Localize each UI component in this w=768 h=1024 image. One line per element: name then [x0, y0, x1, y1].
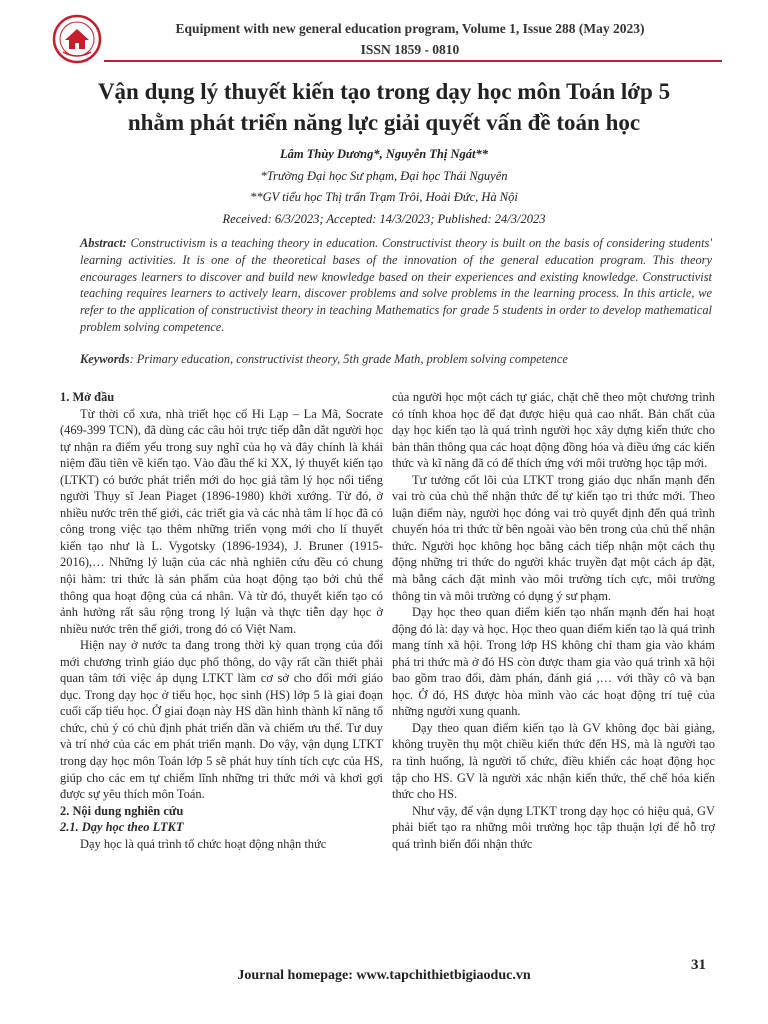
- keywords: [80, 352, 712, 367]
- journal-line: Equipment with new general education program, Volume 1, Issue 288 (May 2023): [175, 21, 645, 36]
- journal-header: [110, 18, 710, 60]
- dates: Received: 6/3/2023; Accepted: 14/3/2023; Published: 24/3/2023: [222, 211, 546, 226]
- paragraph: Như vậy, để vận dụng LTKT trong dạy học có hiệu quả, GV phải biết tạo ra những môi trường học tập thuận lợi để hỗ trợ quá trình biến đổi nhận thức: [392, 803, 715, 851]
- keywords-text: : Primary education, constructivist theory, 5th grade Math, problem solving competence: [129, 352, 568, 366]
- article-title: [40, 76, 728, 138]
- paragraph: Hiện nay ở nước ta đang trong thời kỳ quan trọng của đổi mới chương trình giáo dục phổ thông, do vậy rất cần thiết phải quan tâm tới việc áp dụng LTKT làm cơ sở cho đổi mới giáo dục. Trong dạy học ở tiểu học, học sinh (HS) lớp 5 là giai đoạn cuối cấp tiểu học. Ở giai đoạn này HS dần hình thành kĩ năng tổ chức, chủ ý có chủ định phát triển dần và chiếm ưu thế. Tư duy và trí nhớ của các em phát triển mạnh. Do vậy, vận dụng LTKT trong dạy học môn Toán lớp 5 sẽ phát huy tính tích cực của HS, giúp cho các em tự chiếm lĩnh những tri thức mới và khơi gợi được sự yêu thích môn Toán.: [60, 638, 383, 802]
- right-column: [392, 389, 715, 852]
- abstract: [80, 235, 712, 336]
- paragraph: Dạy học theo quan điểm kiến tạo nhấn mạnh đến hai hoạt động đó là: dạy và học. Học theo quan điểm kiến tạo là quá trình mang tính xã hội. Trong lớp HS không chỉ tham gia vào khám phá tri thức mà ở đó HS còn được tham gia vào quá trình xã hội bao gồm trao đổi, đàm phán, đánh giá ,… với thầy cô và bạn học. Ở đó, HS được hòa mình vào các hoạt động trí tuệ của những người xung quanh.: [392, 605, 715, 719]
- abstract-label: Abstract:: [80, 236, 127, 250]
- left-column: [60, 389, 383, 852]
- paragraph: Tư tưởng cốt lõi của LTKT trong giáo dục nhấn mạnh đến vai trò của chủ thể nhận thức để tự kiến tạo tri thức mới. Theo luận điểm này, người học đóng vai trò quyết định đến quá trình chuyển hóa tri thức từ bên ngoài vào bên trong của chủ thể nhận thức. Người học không học bằng cách tiếp nhận một cách thụ động những tri thức do người khác truyền đạt một cách áp đặt, mà bằng cách đặt mình vào môi trường tích cực, môi trường thông tin và môi trường có dụng ý sư phạm.: [392, 472, 715, 603]
- header-rule: [104, 60, 722, 62]
- abstract-text: Constructivism is a teaching theory in education. Constructivist theory is built on the basis of considering students' learning activities. It is one of the theoretical bases of the innovation of the general education program. This theory encourages learners to discover and build new knowledge based on their experiences and existing knowledge. Constructivist teaching requires learners to actively learn, discover problems and solve problems in the learning process. In this article, we refer to the application of constructivist theory in teaching Mathematics for grade 5 students in order to develop mathematical problem solving competence.: [80, 236, 712, 334]
- section-heading-content: 2. Nội dung nghiên cứu: [60, 803, 184, 818]
- title-line-1: Vận dụng lý thuyết kiến tạo trong dạy học môn Toán lớp 5: [97, 79, 671, 104]
- paragraph: Từ thời cổ xưa, nhà triết học cổ Hi Lạp – La Mã, Socrate (469-399 TCN), đã dùng các câu hỏi trực tiếp dẫn dắt người học tự nhận ra điểm yếu trong suy nghĩ của họ và đây chính là khái niệm đầu tiên về kiến tạo. Vào đầu thế kỉ XX, lý thuyết kiến tạo (LTKT) có bước phát triển mới do học giả tâm lý học nổi tiếng người Thụy sĩ Jean Piaget (1896-1980) khởi xướng. Từ đó, ở nhiều nước trên thế giới, các triết gia và các nhà tâm lí học đã có công trong việc tạo thêm những triển vọng mới cho lí thuyết kiến tạo như là L. Vygotsky (1896-1934), J. Bruner (1915-2016),… Những lý luận của các nhà nghiên cứu đều có chung nội hàm: tri thức là sản phẩm của hoạt động tạo bởi chủ thể thông qua hoạt động của cá nhân. Và từ đó, thuyết kiến tạo có ảnh hưởng rất sâu rộng trong lý luận và thực tiễn dạy học ở nhiều nước trên thế giới, trong đó có Việt Nam.: [60, 406, 383, 636]
- page-number: 31: [691, 957, 706, 973]
- authors: Lâm Thùy Dương*, Nguyễn Thị Ngát**: [280, 147, 488, 161]
- journal-homepage: Journal homepage: www.tapchithietbigiaoduc.vn: [237, 968, 531, 983]
- title-line-2: nhằm phát triển năng lực giải quyết vấn đề toán học: [127, 110, 641, 135]
- affiliation-2: **GV tiểu học Thị trấn Trạm Trôi, Hoài Đức, Hà Nội: [250, 190, 518, 204]
- keywords-label: Keywords: [80, 352, 130, 366]
- issn: ISSN 1859 - 0810: [360, 42, 460, 57]
- subsection-heading: 2.1. Dạy học theo LTKT: [60, 820, 184, 835]
- paragraph: Dạy học là quá trình tổ chức hoạt động nhận thức: [80, 836, 327, 851]
- journal-seal-icon: [52, 14, 102, 64]
- paragraph: của người học một cách tự giác, chặt chẽ theo một chương trình có tính khoa học để đạt được hiệu quả cao nhất. Bản chất của dạy học kiến tạo là quá trình người học xây dựng kiến thức cho bản thân thông qua các hoạt động đồng hóa và điều ứng các kiến thức và kĩ năng đã có để thích ứng với môi trường học tập mới.: [392, 390, 715, 471]
- affiliation-1: *Trường Đại học Sư phạm, Đại học Thái Nguyên: [260, 168, 508, 183]
- paragraph: Dạy theo quan điểm kiến tạo là GV không đọc bài giảng, không truyền thụ một chiều kiến thức đến HS, mà là người tạo ra tình huống, là người tổ chức, điều khiển các hoạt động học tập cho HS. GV là người xác nhận kiến thức, thể chế hóa kiến thức cho HS.: [392, 720, 715, 802]
- article-meta: [40, 144, 728, 230]
- section-heading-intro: 1. Mở đầu: [60, 390, 115, 404]
